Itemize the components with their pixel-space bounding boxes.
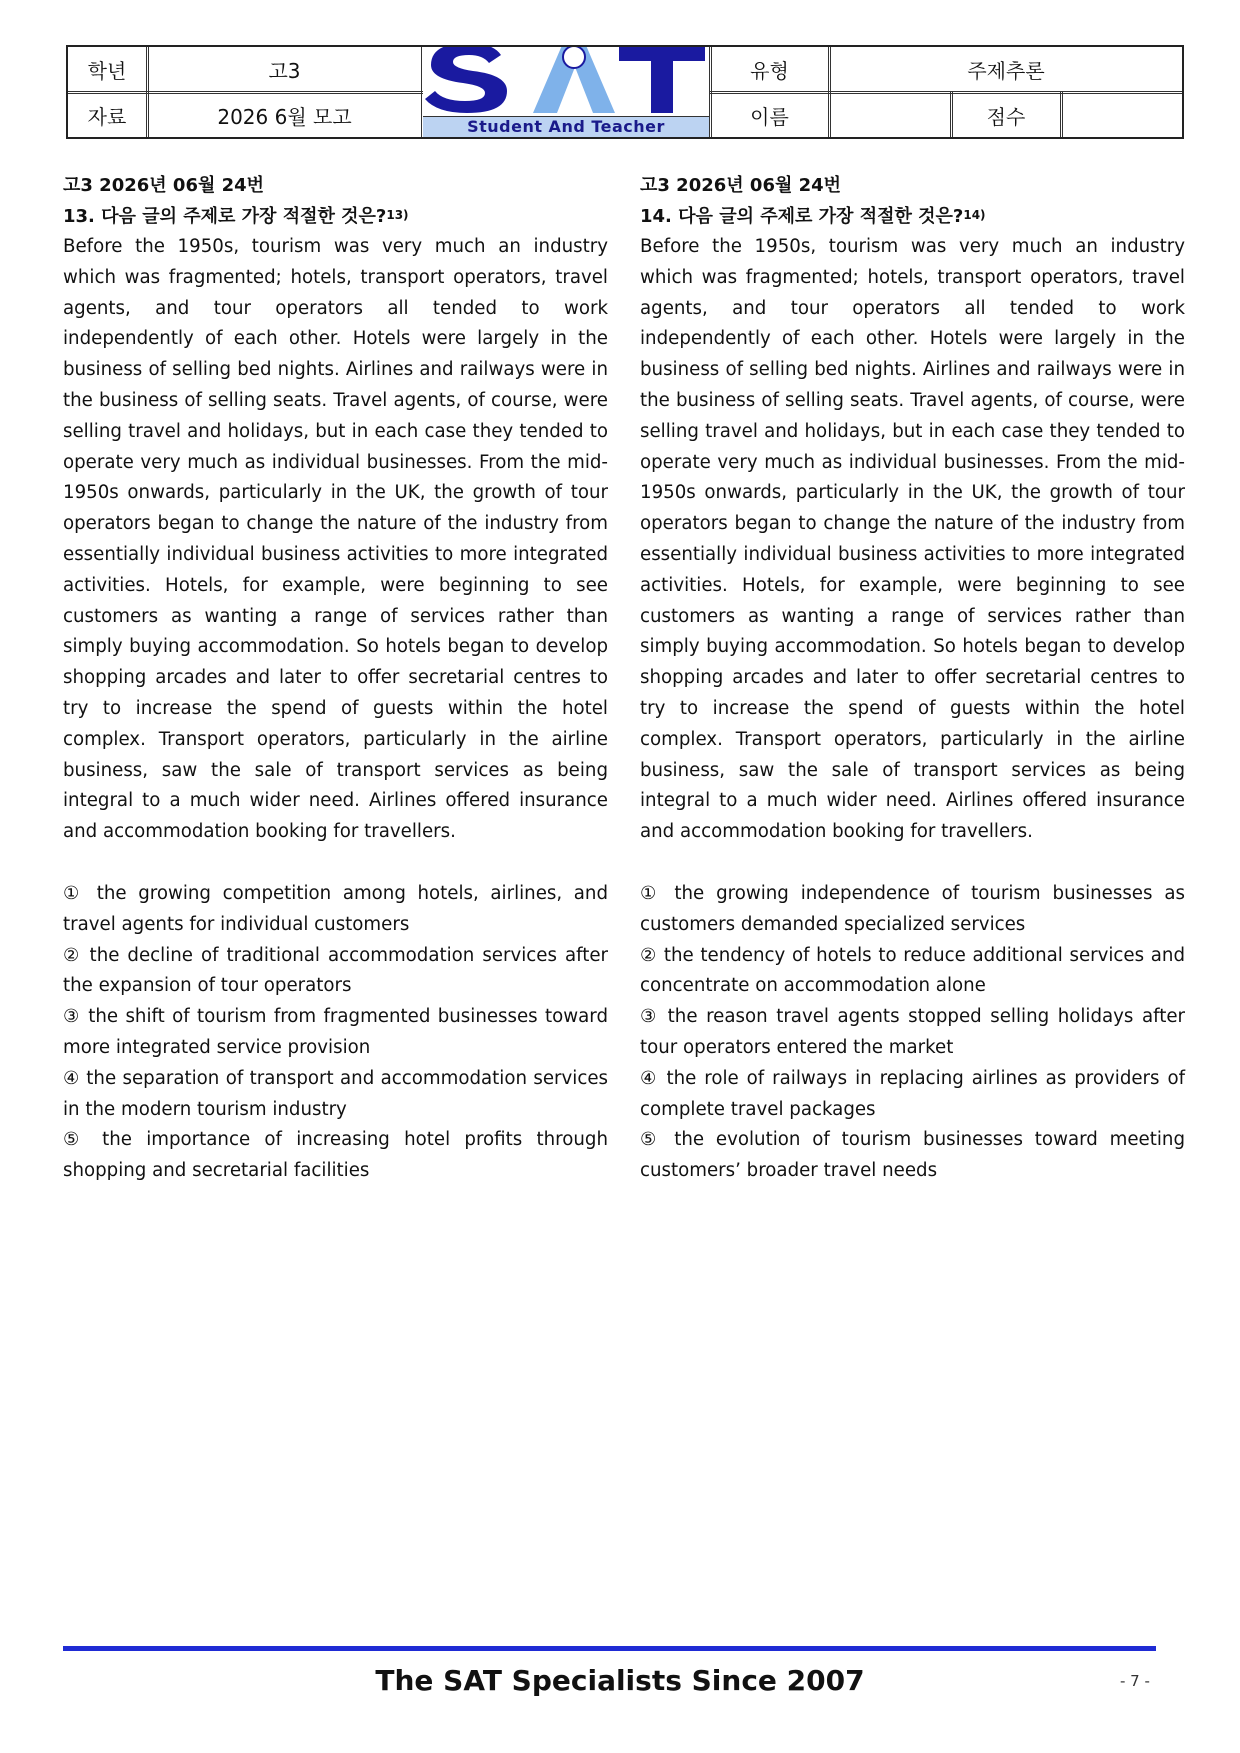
header-col-divider <box>950 91 951 137</box>
score-label: 점수 <box>986 104 1026 129</box>
score-field[interactable] <box>1062 93 1182 137</box>
question-title <box>640 201 1185 232</box>
passage: Before the 1950s, tourism was very much an industry which was fragmented; hotels, transport operators, travel agents, and tour operators all tended to work independently of each other. Hotels were largely in the business of selling bed nights. Airlines and railways were in the business of selling seats. Travel agents, of course, were selling travel and holidays, but in each case they tended to operate very much as individual businesses. From the mid-1950s onwards, particularly in the UK, the growth of tour operators began to change the nature of the industry from essentially individual business activities to more integrated activities. Hotels, for example, were beginning to see customers as wanting a range of services rather than simply buying accommodation. So hotels began to develop shopping arcades and later to offer secretarial centres to try to increase the spend of guests within the hotel complex. Transport operators, particularly in the airline business, saw the sale of transport services as being integral to a much wider need. Airlines offered insurance and accommodation booking for travellers. <box>640 236 1185 843</box>
grade-value: 고3 <box>268 58 301 83</box>
type-value: 주제추론 <box>967 58 1045 83</box>
header-col-divider <box>828 47 829 137</box>
answer-option-5[interactable]: ⑤ the evolution of tourism businesses toward meeting customers’ broader travel needs <box>640 1129 1185 1182</box>
answer-option-2[interactable]: ② the decline of traditional accommodation services after the expansion of tour operators <box>63 944 608 997</box>
footnote-mark: 14) <box>963 208 986 222</box>
type-label: 유형 <box>750 58 789 83</box>
answer-option-4[interactable]: ④ the role of railways in replacing airlines as providers of complete travel packages <box>640 1067 1185 1120</box>
answer-option-2[interactable]: ② the tendency of hotels to reduce additional services and concentrate on accommodation alone <box>640 944 1185 997</box>
name-label: 이름 <box>750 104 789 129</box>
answer-options <box>63 879 608 1187</box>
page-number: - 7 - <box>1120 1672 1150 1690</box>
answer-option-3[interactable]: ③ the reason travel agents stopped selling holidays after tour operators entered the market <box>640 1006 1185 1058</box>
answer-option-1[interactable]: ① the growing competition among hotels, airlines, and travel agents for individual customers <box>63 882 608 935</box>
header-col-divider <box>421 47 422 137</box>
material-label: 자료 <box>87 104 127 129</box>
footnote-mark: 13) <box>386 208 409 222</box>
question-13 <box>63 170 608 1187</box>
header-col-divider <box>146 47 147 137</box>
question-title <box>63 201 608 232</box>
answer-option-1[interactable]: ① the growing independence of tourism businesses as customers demanded specialized services <box>640 882 1185 935</box>
question-14 <box>640 170 1185 1187</box>
header-col-divider <box>1060 91 1061 137</box>
footer-title: The SAT Specialists Since 2007 <box>375 1664 865 1697</box>
grade-label: 학년 <box>87 58 127 83</box>
answer-option-5[interactable]: ⑤ the importance of increasing hotel profits through shopping and secretarial facilities <box>63 1129 608 1182</box>
question-meta: 고3 2026년 06월 24번 <box>640 175 842 196</box>
material-value: 2026 6월 모고 <box>217 104 352 129</box>
passage: Before the 1950s, tourism was very much an industry which was fragmented; hotels, transport operators, travel agents, and tour operators all tended to work independently of each other. Hotels were largely in the business of selling bed nights. Airlines and railways were in the business of selling seats. Travel agents, of course, were selling travel and holidays, but in each case they tended to operate very much as individual businesses. From the mid-1950s onwards, particularly in the UK, the growth of tour operators began to change the nature of the industry from essentially individual business activities to more integrated activities. Hotels, for example, were beginning to see customers as wanting a range of services rather than simply buying accommodation. So hotels began to develop shopping arcades and later to offer secretarial centres to try to increase the spend of guests within the hotel complex. Transport operators, particularly in the airline business, saw the sale of transport services as being integral to a much wider need. Airlines offered insurance and accommodation booking for travellers. <box>63 236 608 843</box>
header-row-divider-left <box>68 91 423 92</box>
sat-logo-subtitle: Student And Teacher <box>423 116 709 137</box>
name-field[interactable] <box>830 93 950 137</box>
header-col-divider <box>709 47 710 137</box>
answer-option-3[interactable]: ③ the shift of tourism from fragmented businesses toward more integrated service provision <box>63 1006 608 1058</box>
question-title-text: 14. 다음 글의 주제로 가장 적절한 것은? <box>640 206 964 227</box>
footer-rule <box>63 1646 1156 1651</box>
question-meta: 고3 2026년 06월 24번 <box>63 175 265 196</box>
sat-logo <box>423 47 709 137</box>
sat-logo-icon <box>423 47 709 113</box>
answer-option-4[interactable]: ④ the separation of transport and accommodation services in the modern tourism industry <box>63 1067 608 1120</box>
answer-options <box>640 879 1185 1187</box>
header-row-divider-right <box>709 91 1182 92</box>
question-title-text: 13. 다음 글의 주제로 가장 적절한 것은? <box>63 206 387 227</box>
header-table <box>66 45 1184 139</box>
